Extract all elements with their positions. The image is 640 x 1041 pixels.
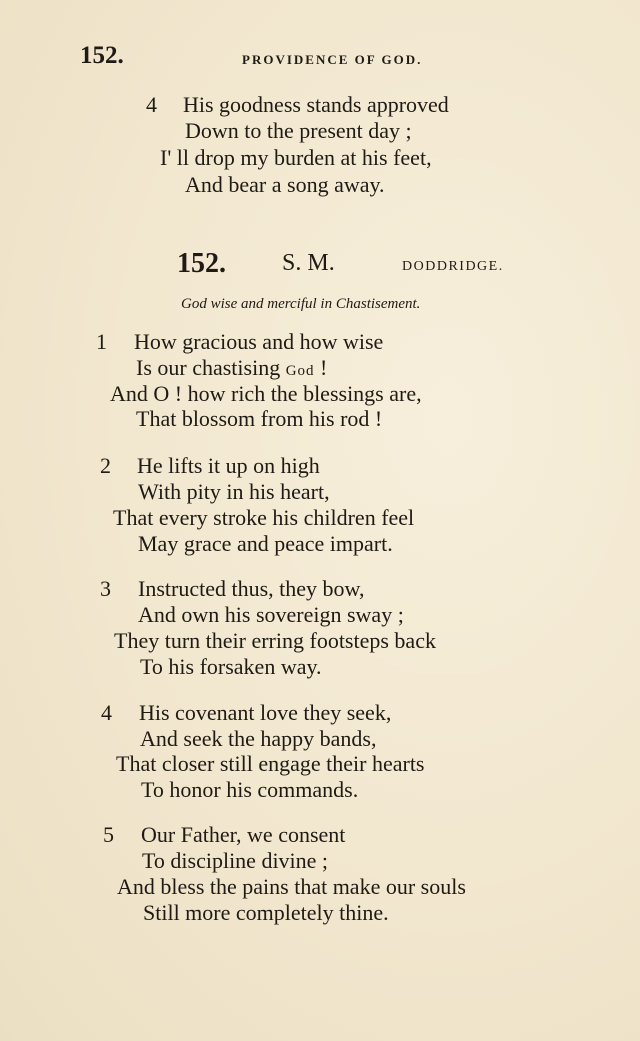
verse-line: To discipline divine ; (142, 848, 329, 873)
page-number: 152. (80, 42, 124, 69)
running-head: PROVIDENCE OF GOD. (242, 52, 423, 67)
verse-line: His covenant love they seek, (139, 700, 392, 725)
verse-line: He lifts it up on high (137, 453, 320, 478)
verse-line: Our Father, we consent (141, 822, 346, 847)
verse-line: May grace and peace impart. (138, 531, 393, 556)
prev-verse-number: 4 (146, 92, 157, 117)
verse-line: Down to the present day ; (185, 118, 412, 143)
verse-line: How gracious and how wise (134, 329, 384, 354)
verse-number: 4 (101, 700, 112, 725)
verse-number: 2 (100, 453, 111, 478)
verse-line: With pity in his heart, (138, 479, 330, 504)
verse-line: Instructed thus, they bow, (138, 576, 365, 601)
verse-line: Still more completely thine. (143, 900, 389, 925)
verse-line: To honor his commands. (141, 777, 359, 802)
verse-line: And O ! how rich the blessings are, (110, 381, 422, 406)
verse-line: I' ll drop my burden at his feet, (160, 145, 432, 170)
verse-number: 5 (103, 822, 114, 847)
verse-line: That closer still engage their hearts (116, 751, 425, 776)
verse-number: 3 (100, 576, 111, 601)
hymn-subtitle: God wise and merciful in Chastisement. (181, 296, 421, 312)
verse-line: They turn their erring footsteps back (114, 628, 436, 653)
verse-line: That blossom from his rod ! (136, 406, 383, 431)
verse-line: And bear a song away. (185, 172, 385, 197)
verse-line: And seek the happy bands, (140, 726, 377, 751)
verse-line: And bless the pains that make our souls (117, 874, 466, 899)
verse-line-with-god: Is our chastising God ! (136, 355, 328, 380)
verse-line: His goodness stands approved (183, 92, 449, 117)
verse-number: 1 (96, 329, 107, 354)
page-header (80, 40, 580, 80)
hymn-author: DODDRIDGE. (402, 259, 504, 274)
verse-line: To his forsaken way. (140, 654, 322, 679)
verse-line: That every stroke his children feel (113, 505, 415, 530)
hymn-number: 152. (177, 248, 226, 279)
hymn-meter: S. M. (282, 250, 335, 276)
verse-line: And own his sovereign sway ; (138, 602, 404, 627)
small-caps-god: God (285, 363, 315, 379)
